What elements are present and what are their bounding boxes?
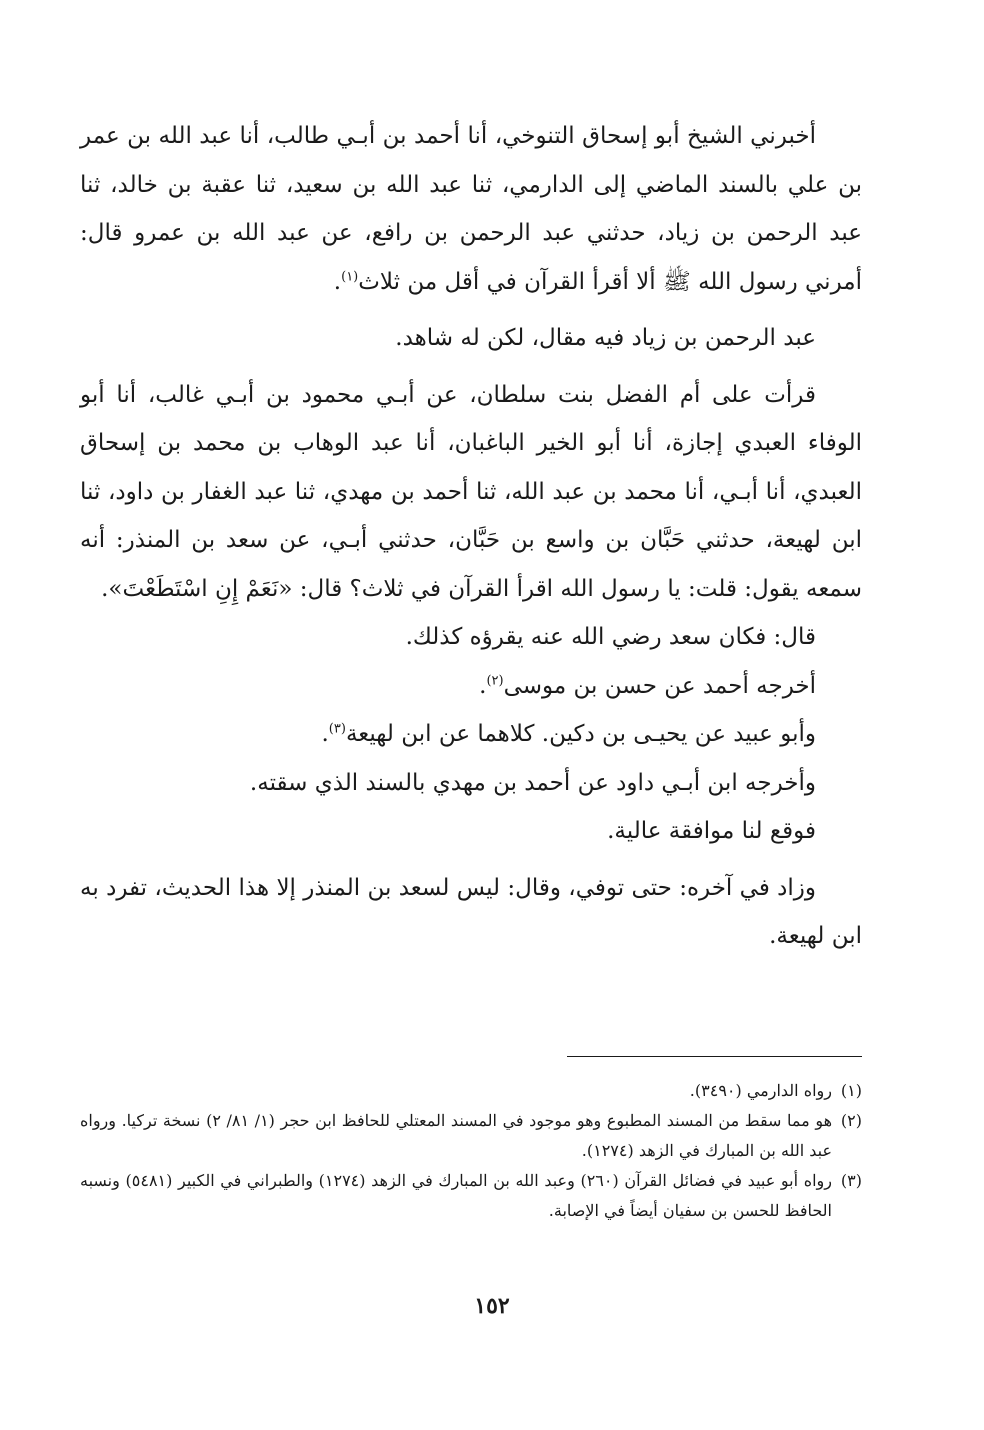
- text-line: أخبرني الشيخ أبو إسحاق التنوخي، أنا أحمد بن أبـي طالب، أنا: [239, 123, 816, 149]
- footnote-3: [80, 1166, 862, 1226]
- paragraph-comment: [80, 314, 862, 363]
- text-line: ثنا عقبة بن خالد، ثنا عبد الرحمن بن زياد، حدثني عبد الرحمن بن رافع،: [80, 171, 862, 246]
- paragraph-isnad-tanukhi: [80, 112, 862, 306]
- text-line: حَبَّان، حدثني أبـي، عن سعد بن المنذر: أنه سمعه يقول: قلت: يا رسول: [80, 527, 862, 602]
- main-text: [80, 112, 862, 961]
- footnote-divider: [567, 1056, 862, 1057]
- paragraph-addition: [80, 864, 862, 961]
- footnote-line: هو مما سقط من المسند المطبوع وهو موجود في المسند المعتلي للحافظ ابن حجر: [280, 1111, 833, 1130]
- paragraph-muwafaqa: [80, 807, 862, 856]
- text-line: عبد الله بن عمر بن علي بالسند الماضي إلى الدارمي، ثنا عبد الله بن سعيد،: [80, 123, 862, 198]
- footnote-text: [80, 1076, 832, 1106]
- text-line: وأبو عبيد عن يحيـى بن دكين. كلاهما عن ابن لهيعة: [345, 721, 816, 747]
- footnote-line: رواه الدارمي (٣٤٩٠).: [689, 1081, 832, 1100]
- footnote-line: في الكبير (٥٤٨١) ونسبه الحافظ للحسن بن سفيان أيضاً في الإصابة.: [80, 1171, 832, 1220]
- text-line: محمد بن إسحاق العبدي، أنا أبـي، أنا محمد بن عبد الله، ثنا أحمد بن: [80, 430, 863, 505]
- footnote-text: [80, 1106, 832, 1166]
- text-line: وزاد في آخره: حتى توفي، وقال: ليس لسعد بن المنذر إلا هذا: [238, 874, 817, 901]
- text-line: قال: فكان سعد رضي الله عنه يقرؤه كذلك.: [405, 624, 816, 650]
- text-line: أخرجه أحمد عن حسن بن موسى: [503, 672, 816, 699]
- footnote-1: [80, 1076, 862, 1106]
- text-line: مهدي، ثنا عبد الغفار بن داود، ثنا ابن لهيعة، حدثني حَبَّان بن واسع بن: [80, 478, 862, 553]
- page-number: ١٥٢: [474, 1293, 510, 1319]
- text-line: عبد الرحمن بن زياد فيه مقال، لكن له شاهد.: [395, 325, 816, 351]
- footnotes: [80, 1076, 862, 1226]
- text-line: قرأت على أم الفضل بنت سلطان، عن أبـي محمود بن أبـي غالب،: [147, 381, 816, 408]
- paragraph-isnad-umm-fadl: [80, 371, 862, 614]
- period: .: [479, 672, 487, 699]
- footnote-number: (١): [840, 1081, 862, 1100]
- footnote-line: رواه أبو عبيد في فضائل القرآن (٢٦٠) وعبد الله بن المبارك في الزهد (١٢٧٤) والطبراني: [246, 1171, 833, 1190]
- text-line: عن عبد الله بن عمرو قال: أمرني رسول الله ﷺ ألا أقرأ القرآن في أقل من: [80, 220, 862, 295]
- footnote-number: (٣): [840, 1171, 862, 1190]
- text-line: أنا أبو الوفاء العبدي إجازة، أنا أبو الخير الباغبان، أنا عبد الوهاب بن: [80, 381, 862, 456]
- paragraph-saad: [80, 613, 862, 662]
- period: .: [321, 721, 329, 747]
- paragraph-ahmad: [80, 662, 862, 711]
- footnote-ref-2: (٢): [486, 672, 504, 688]
- footnote-ref-1: (١): [341, 268, 359, 284]
- footnote-text: [80, 1166, 832, 1226]
- period: .: [333, 268, 342, 295]
- footnote-number: (٢): [840, 1111, 862, 1130]
- footnote-2: [80, 1106, 862, 1166]
- paragraph-ibn-abi-dawud: [80, 759, 862, 808]
- text-line: الحديث، تفرد به ابن لهيعة.: [80, 874, 862, 949]
- footnote-line: (١/ ٨١/ ٢) نسخة تركيا. ورواه عبد الله بن المبارك في الزهد (١٢٧٤).: [80, 1111, 832, 1160]
- footnote-ref-3: (٣): [328, 721, 346, 737]
- text-line: ثلاث: [358, 268, 401, 295]
- text-line: وأخرجه ابن أبـي داود عن أحمد بن مهدي بالسند الذي سقته.: [249, 769, 816, 796]
- text-line: فوقع لنا موافقة عالية.: [607, 818, 816, 844]
- text-line: الله اقرأ القرآن في ثلاث؟ قال: «نَعَمْ إِنِ اسْتَطَعْتَ».: [101, 575, 594, 602]
- paragraph-abu-ubaid: [80, 710, 862, 759]
